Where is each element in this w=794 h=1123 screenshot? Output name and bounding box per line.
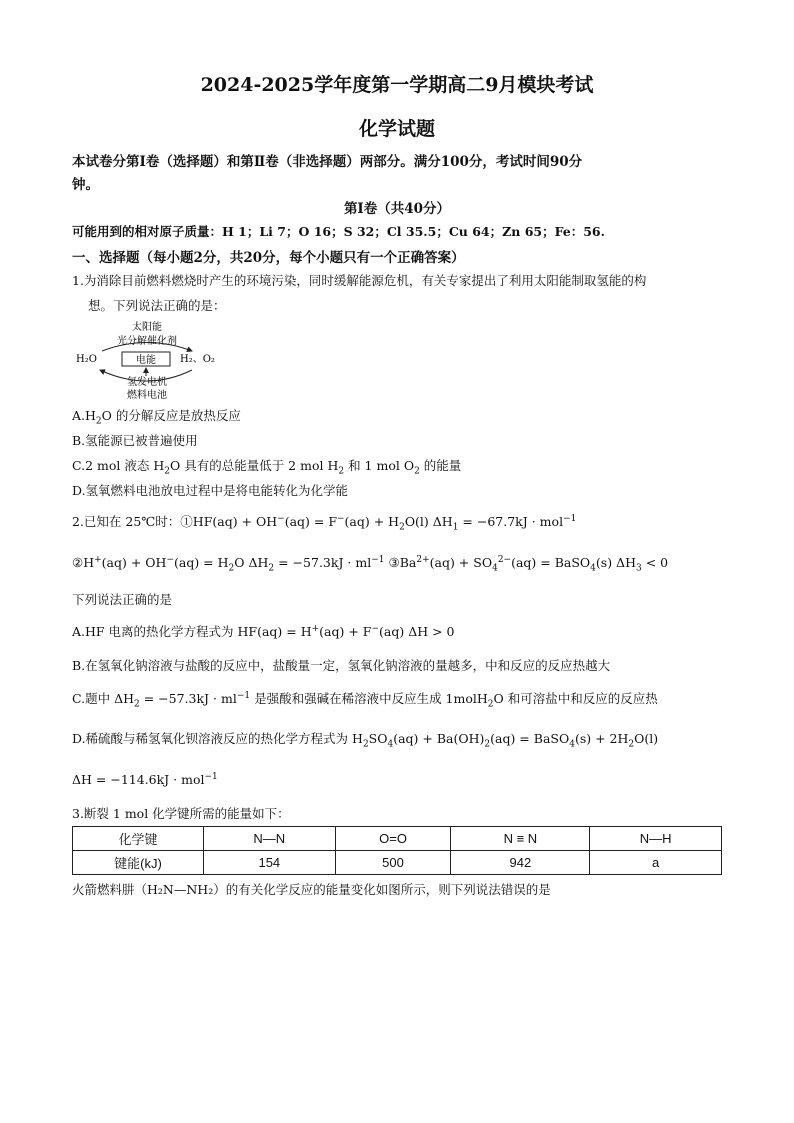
table-cell: 942 xyxy=(451,851,590,875)
bond-energy-table xyxy=(72,826,722,875)
section-heading: 一、选择题（每小题2分，共20分，每个小题只有一个正确答案） xyxy=(72,250,465,266)
diagram-top-label: 太阳能 xyxy=(132,322,162,333)
diagram-generator-label: 氢发电机 xyxy=(127,377,167,388)
q2-option-d-line-2: ΔH = −114.6kJ · mol$^{-1}$ xyxy=(72,772,218,788)
q1-stem-1: 1.为消除目前燃料燃烧时产生的环境污染，同时缓解能源危机，有关专家提出了利用太阳能制取氢能的构 xyxy=(72,273,647,288)
q1-option-b: B.氢能源已被普遍使用 xyxy=(72,433,198,448)
q1-stem-2: 想。下列说法正确的是： xyxy=(88,298,226,313)
diagram-catalyst-label: 光分解催化剂 xyxy=(117,336,177,347)
diagram-center-label: 电能 xyxy=(136,355,156,366)
q2-option-d: D.稀硫酸与稀氢氧化钡溶液反应的热化学方程式为 $H_2SO_4(aq) + Ba(OH)_2(aq)$ = BaSO$_4$(s) + $2H_2O(l)$ xyxy=(72,731,659,750)
diagram-right-label: H₂、O₂ xyxy=(180,354,215,365)
q1-option-d: D.氢氧燃料电池放电过程中是将电能转化为化学能 xyxy=(72,483,349,498)
diagram-left-label: H₂O xyxy=(76,354,97,365)
q2-stem-line-2: ②H+(aq) + $OH^-(aq) = H_2O$ $\Delta H_2 = -57.3kJ \cdot ml^{-1}$ $③Ba^{2+}(aq) + SO_4^{2-}(aq)$ = BaSO$_4$(s) $\Delta H_3 < 0$ xyxy=(72,555,669,574)
table-cell: 键能(kJ) xyxy=(73,851,204,875)
q2-option-c: C.题中 $\Delta H_2 = -57.3kJ \cdot ml^{-1}$ 是强酸和强碱在稀溶液中反应生成 1molH$_2$O 和可溶盐中和反应的反应热 xyxy=(72,690,658,710)
intro-line-2: 钟。 xyxy=(72,177,99,193)
table-cell: 化学键 xyxy=(73,827,204,851)
table-cell: 154 xyxy=(204,851,336,875)
table-cell: O=O xyxy=(335,827,451,851)
diagram-bottom-label: 燃料电池 xyxy=(127,390,167,400)
table-header-row xyxy=(73,827,722,851)
q3-stem: 3.断裂 1 mol 化学键所需的能量如下： xyxy=(72,806,290,821)
table-row xyxy=(73,851,722,875)
table-cell: N—H xyxy=(590,827,722,851)
part1-heading: 第Ⅰ卷（共40分） xyxy=(343,201,451,217)
table-cell: N—N xyxy=(204,827,336,851)
exam-title: 2024-2025学年度第一学期高二9月模块考试 xyxy=(200,74,594,96)
atomic-masses: 可能用到的相对原子质量：H 1；Li 7；O 16；S 32；Cl 35.5；Cu 64；Zn 65；Fe：56. xyxy=(72,224,605,239)
q1-option-c: C.2 mol 液态 $H_2O$ 具有的总能量低于 2 mol $H_2$ 和 1 mol $O_2$ 的能量 xyxy=(72,458,462,477)
table-cell: 500 xyxy=(335,851,451,875)
exam-subtitle: 化学试题 xyxy=(358,118,435,140)
solar-hydrogen-cycle-diagram xyxy=(72,318,222,400)
q2-prompt: 下列说法正确的是 xyxy=(72,592,173,607)
q3-after-text: 火箭燃料肼（H₂N—NH₂）的有关化学反应的能量变化如图所示，则下列说法错误的是 xyxy=(72,882,551,897)
table-cell: a xyxy=(590,851,722,875)
q2-option-b: B.在氢氧化钠溶液与盐酸的反应中，盐酸量一定，氢氧化钠溶液的量越多，中和反应的反应热越大 xyxy=(72,658,611,673)
q1-option-a: $A.H_2O$ 的分解反应是放热反应 xyxy=(72,408,241,427)
q2-option-a: A.HF 电离的热化学方程式为 HF(aq) = H+(aq) + F−(aq) ΔH > 0 xyxy=(72,623,455,639)
q2-stem-line-1: 2.已知在 25℃时：①HF(aq) + $OH^-(aq) = F^-(aq) + H_2O(l) \Delta H_1 = -67.7kJ \cdot mol^{-1}$ xyxy=(72,513,577,533)
table-cell: N ≡ N xyxy=(451,827,590,851)
intro-line-1: 本试卷分第Ⅰ卷（选择题）和第Ⅱ卷（非选择题）两部分。满分100分，考试时间90分 xyxy=(72,154,583,170)
